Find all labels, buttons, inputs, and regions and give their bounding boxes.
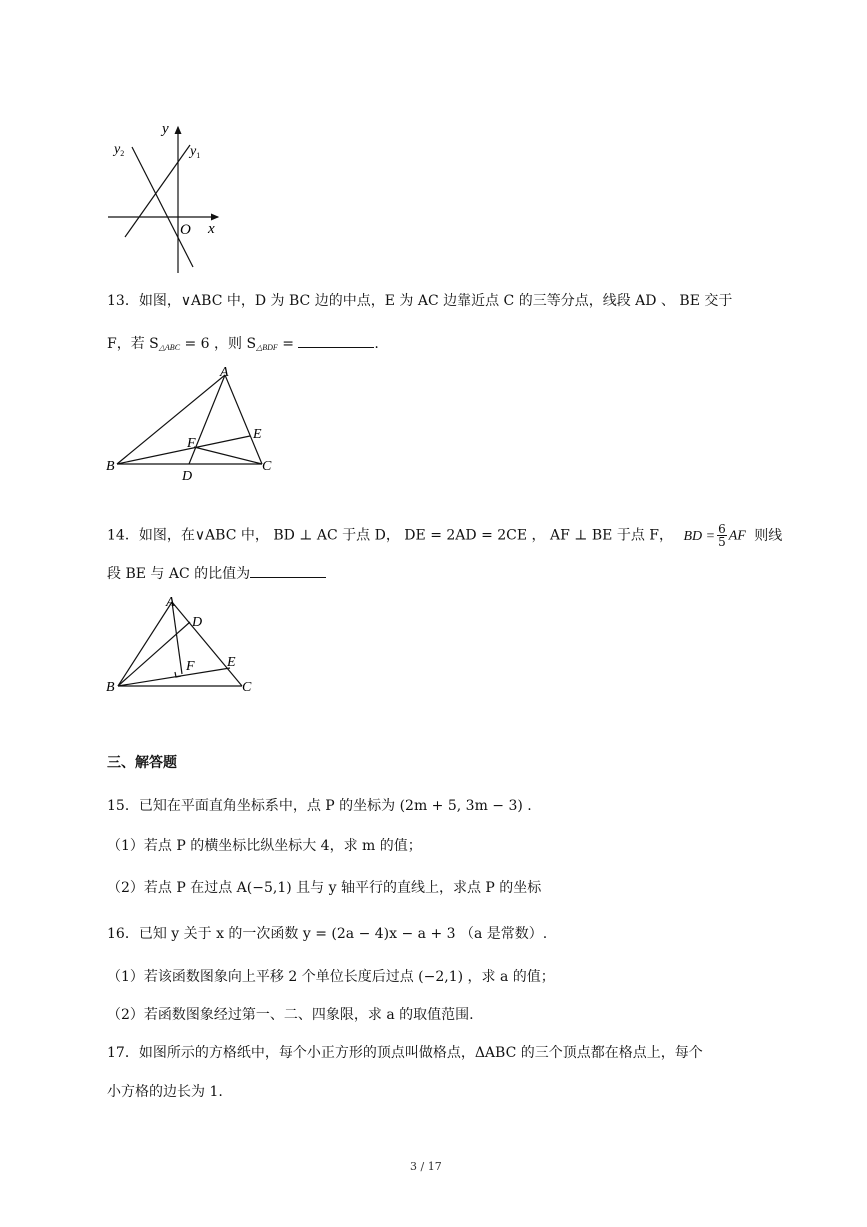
q14-text: 14．如图，在∨ABC 中， BD ⊥ AC 于点 D， DE = 2AD = 2CE ， AF ⊥ BE 于点 F，: [107, 527, 674, 544]
q13-sub-bdf: △BDF: [256, 343, 278, 352]
y-axis-label: y: [162, 121, 169, 137]
q13-period: .: [374, 336, 379, 352]
fig13-label-f: F: [187, 436, 196, 451]
fig13-label-d: D: [182, 469, 193, 484]
fig12-coordinate-graph: [100, 115, 230, 280]
q15-part2: （2）若点 P 在过点 A(−5,1) 且与 y 轴平行的直线上，求点 P 的坐标: [107, 880, 542, 896]
q13-text-a: F，若 S: [107, 336, 159, 352]
y2-label: $y_2$: [114, 142, 125, 158]
fig14-label-a: A: [166, 595, 175, 610]
q15-line1: 15．已知在平面直角坐标系中，点 P 的坐标为 (2m + 5, 3m − 3) .: [107, 798, 532, 814]
q14-frac-lhs: BD =: [683, 528, 716, 544]
q13-line1: 13．如图，∨ABC 中，D 为 BC 边的中点，E 为 AC 边靠近点 C 的三等分点，线段 AD 、 BE 交于: [107, 293, 733, 309]
fig14-label-b: B: [106, 680, 115, 695]
q14-answer-blank[interactable]: [250, 565, 326, 578]
q13-answer-blank[interactable]: [298, 335, 374, 348]
q13-text-b: = 6 ，则 S: [180, 336, 257, 352]
section-heading: 三、解答题: [107, 755, 177, 771]
q14-line1-end: 则线: [754, 527, 783, 544]
fig13-triangle: [100, 360, 290, 485]
fig14-label-e: E: [227, 655, 236, 670]
q16-line1: 16．已知 y 关于 x 的一次函数 y = (2a − 4)x − a + 3 （a 是常数）.: [107, 926, 548, 942]
fig14-label-d: D: [192, 615, 203, 630]
fig14-label-f: F: [186, 659, 195, 674]
line-y2: [132, 147, 193, 267]
q16-part1: （1）若该函数图象向上平移 2 个单位长度后过点 (−2,1) ，求 a 的值；: [107, 969, 555, 985]
q14-line2-text: 段 BE 与 AC 的比值为: [107, 566, 251, 582]
x-axis-label: x: [208, 221, 215, 237]
q13-text-c: =: [277, 336, 294, 352]
q17-line1: 17．如图所示的方格纸中，每个小正方形的顶点叫做格点，ΔABC 的三个顶点都在格点上，每个: [107, 1045, 703, 1061]
q14-fraction: $\frac{6}{5}$: [718, 522, 726, 549]
q13-line2: [107, 333, 379, 353]
q13-sub-abc: △ABC: [158, 343, 181, 352]
q17-line2: 小方格的边长为 1.: [107, 1084, 223, 1100]
q14-line1: [107, 523, 782, 548]
origin-label: O: [180, 222, 191, 238]
fig13-label-e: E: [253, 427, 262, 442]
q14-line2: [107, 563, 326, 583]
fig13-label-a: A: [220, 365, 229, 380]
q16-part2: （2）若函数图象经过第一、二、四象限，求 a 的取值范围.: [107, 1007, 474, 1023]
fig13-label-b: B: [106, 459, 115, 474]
fig13-label-c: C: [262, 459, 272, 474]
fig14-triangle: [100, 590, 270, 700]
q14-frac-rhs: AF: [728, 528, 746, 544]
page-number: 3 / 17: [410, 1160, 442, 1173]
q15-part1: （1）若点 P 的横坐标比纵坐标大 4，求 m 的值；: [107, 838, 422, 854]
y1-label: $y_1$: [190, 144, 201, 160]
fig14-label-c: C: [242, 680, 252, 695]
